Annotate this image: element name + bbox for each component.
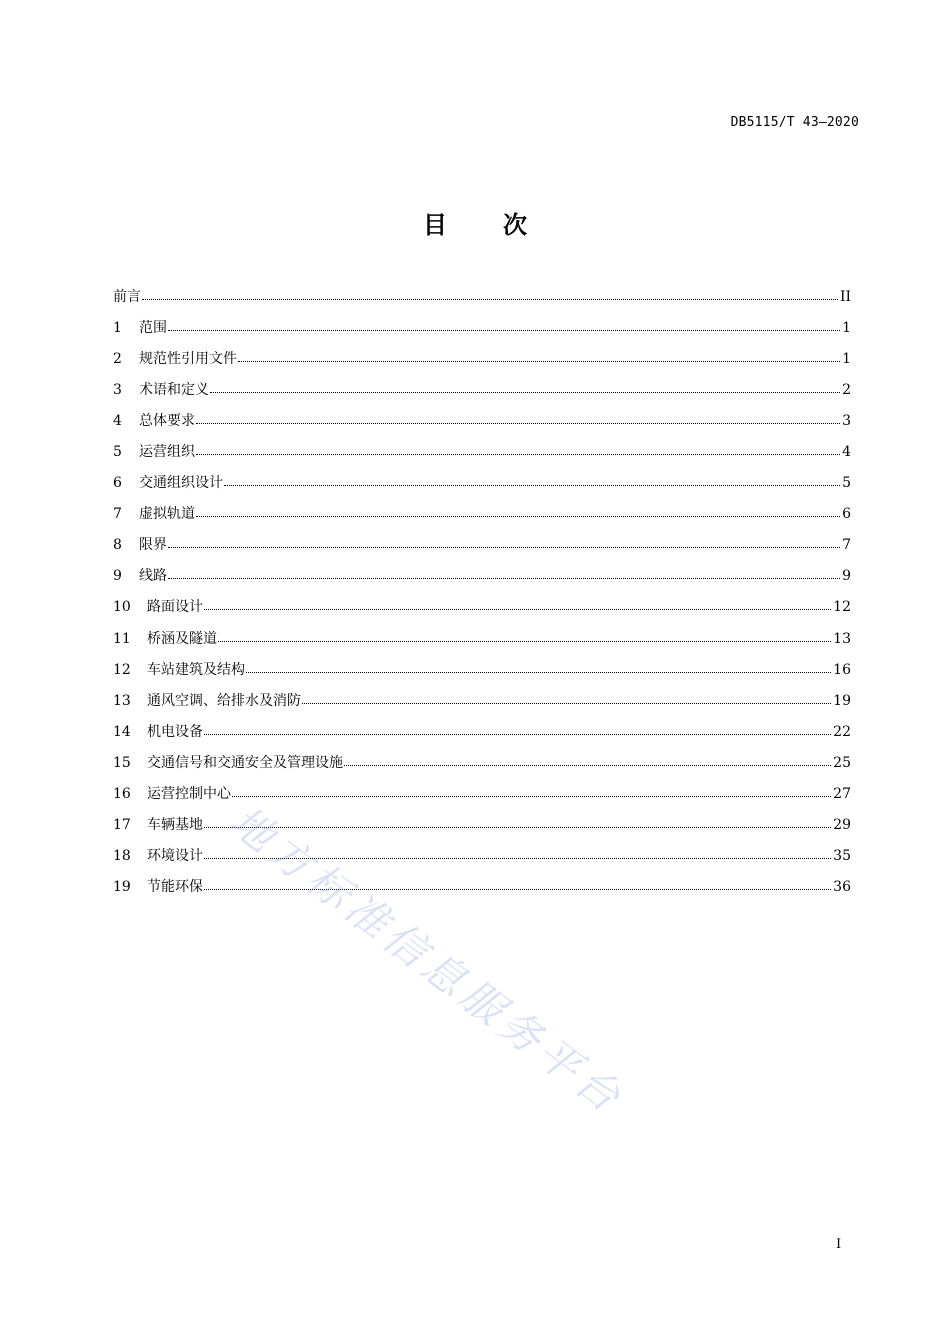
toc-dot-leader [302,703,831,704]
toc-entry-label: 线路 [139,568,167,585]
toc-entry-page: 29 [833,816,851,833]
toc-entry-page: 1 [842,351,851,368]
toc-dot-leader [238,361,840,362]
toc-entry-number: 18 [113,847,131,864]
document-code: DB5115/T 43—2020 [730,115,859,130]
toc-entry-page: 4 [842,444,851,461]
toc-entry-5[interactable] [113,410,851,441]
toc-entry-label: 运营组织 [139,444,195,461]
toc-entry-17[interactable] [113,783,851,814]
toc-entry-number: 3 [113,382,122,399]
toc-dot-leader [196,423,840,424]
toc-entry-label: 交通信号和交通安全及管理设施 [147,754,343,771]
toc-entry-3[interactable] [113,348,851,379]
toc-entry-page: 19 [833,692,851,709]
toc-entry-page: 35 [833,847,851,864]
toc-dot-leader [246,672,831,673]
toc-entry-page: 3 [842,413,851,430]
title-char-2: 次 [503,211,527,239]
toc-entry-label: 环境设计 [147,847,203,864]
toc-dot-leader [142,299,838,300]
toc-entry-20[interactable] [113,876,851,907]
toc-entry-label: 节能环保 [147,878,203,895]
toc-entry-number: 17 [113,816,131,833]
page-number: I [836,1237,842,1252]
toc-entry-label: 虚拟轨道 [139,506,195,523]
toc-entry-number: 1 [113,320,122,337]
toc-entry-4[interactable] [113,379,851,410]
toc-entry-12[interactable] [113,628,851,659]
toc-entry-number: 12 [113,661,131,678]
toc-entry-13[interactable] [113,659,851,690]
toc-entry-page: 25 [833,754,851,771]
toc-dot-leader [168,578,840,579]
toc-entry-page: 16 [833,661,851,678]
toc-entry-label: 术语和定义 [139,382,209,399]
toc-entry-1[interactable] [113,286,851,317]
toc-entry-label: 路面设计 [147,599,203,616]
toc-dot-leader [196,454,840,455]
toc-entry-7[interactable] [113,472,851,503]
toc-dot-leader [218,641,831,642]
toc-entry-6[interactable] [113,441,851,472]
toc-entry-label: 桥涵及隧道 [147,630,217,647]
toc-entry-page: 36 [833,878,851,895]
toc-entry-9[interactable] [113,534,851,565]
toc-entry-number: 6 [113,475,122,492]
toc-entry-number: 8 [113,537,122,554]
toc-entry-label: 限界 [139,537,167,554]
toc-entry-11[interactable] [113,596,851,627]
toc-entry-number: 13 [113,692,131,709]
toc-entry-number: 14 [113,723,131,740]
toc-dot-leader [344,765,831,766]
toc-dot-leader [196,516,840,517]
page-title [0,205,950,240]
toc-entry-number: 7 [113,506,122,523]
toc-entry-2[interactable] [113,317,851,348]
toc-entry-page: 1 [842,320,851,337]
toc-entry-number: 2 [113,351,122,368]
toc-entry-page: 5 [842,475,851,492]
toc-entry-14[interactable] [113,690,851,721]
toc-entry-page: 22 [833,723,851,740]
toc-entry-number: 10 [113,599,131,616]
toc-entry-16[interactable] [113,752,851,783]
toc-entry-page: 13 [833,630,851,647]
title-char-1: 目 [423,211,447,239]
toc-entry-number: 19 [113,878,131,895]
toc-entry-number: 4 [113,413,122,430]
toc-entry-label: 总体要求 [139,413,195,430]
toc-entry-label: 通风空调、给排水及消防 [147,692,301,709]
toc-entry-8[interactable] [113,503,851,534]
toc-dot-leader [232,796,831,797]
toc-entry-number: 11 [113,630,131,647]
toc-entry-page: 27 [833,785,851,802]
toc-entry-page: 7 [842,537,851,554]
toc-dot-leader [204,734,831,735]
toc-entry-number: 16 [113,785,131,802]
toc-entry-label: 运营控制中心 [147,785,231,802]
toc-entry-page: 9 [842,568,851,585]
watermark: 地方标准信息服务平台 [220,796,634,1125]
table-of-contents [113,286,851,907]
toc-entry-label: 规范性引用文件 [139,351,237,368]
toc-entry-label: 机电设备 [147,723,203,740]
toc-entry-number: 5 [113,444,122,461]
toc-dot-leader [168,547,840,548]
toc-entry-15[interactable] [113,721,851,752]
toc-entry-page: II [839,289,851,305]
toc-entry-number: 15 [113,754,131,771]
toc-entry-label: 交通组织设计 [139,475,223,492]
toc-entry-label: 范围 [139,320,167,337]
toc-entry-page: 12 [833,599,851,616]
toc-entry-label: 车辆基地 [147,816,203,833]
toc-dot-leader [168,330,840,331]
toc-dot-leader [204,609,831,610]
toc-entry-19[interactable] [113,845,851,876]
toc-dot-leader [224,485,840,486]
toc-entry-number: 9 [113,568,122,585]
toc-entry-label: 前言 [113,289,141,305]
toc-entry-page: 2 [842,382,851,399]
toc-entry-10[interactable] [113,565,851,596]
toc-entry-page: 6 [842,506,851,523]
toc-entry-label: 车站建筑及结构 [147,661,245,678]
toc-dot-leader [210,392,840,393]
